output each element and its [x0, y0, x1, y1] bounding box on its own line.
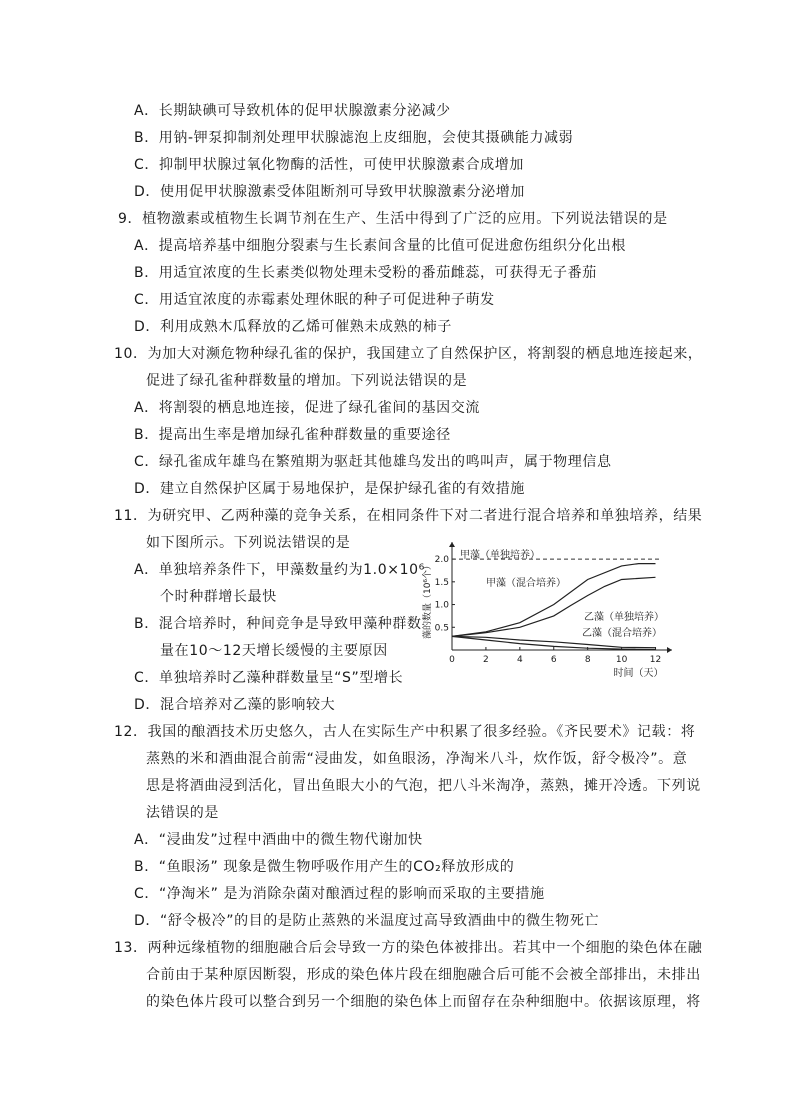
q10-option-b: B．提高出生率是增加绿孔雀种群数量的重要途径 [134, 427, 451, 443]
series-label-3: 乙藻（单独培养） [584, 612, 664, 623]
y-axis-arrow [449, 542, 455, 547]
q11-option-d: D．混合培养对乙藻的影响较大 [134, 697, 336, 713]
q11-stem-line-1: 11．为研究甲、乙两种藻的竞争关系，在相同条件下对二者进行混合培养和单独培养，结果 [114, 508, 703, 524]
q9-option-d: D．利用成熟木瓜释放的乙烯可催熟未成熟的柿子 [134, 319, 452, 335]
q13-stem-line-1: 13．两种远缘植物的细胞融合后会导致一方的染色体被排出。若其中一个细胞的染色体在融 [114, 940, 703, 956]
x-tick-label: 0 [449, 655, 455, 665]
q11-option-a-line-2: 个时种群增长最快 [160, 589, 277, 605]
x-tick-label: 6 [550, 655, 557, 665]
y-axis-label: 藻的数量（10⁶个） [423, 560, 433, 640]
q10-option-d: D．建立自然保护区属于易地保护，是保护绿孔雀的有效措施 [134, 481, 525, 497]
x-tick-label: 4 [516, 655, 523, 665]
algae-growth-chart-svg [420, 540, 682, 688]
y-tick-label: 1.0 [434, 600, 449, 611]
series-label-2: 甲藻（混合培养） [486, 578, 566, 589]
q8-option-b: B．用钠-钾泵抑制剂处理甲状腺滤泡上皮细胞，会使其摄碘能力减弱 [134, 130, 574, 146]
q8-option-a: A．长期缺碘可导致机体的促甲状腺激素分泌减少 [134, 103, 451, 119]
y-tick-label: 1.5 [434, 577, 449, 588]
q12-stem-line-4: 法错误的是 [146, 805, 219, 821]
q12-stem-line-3: 思是将酒曲浸到活化，冒出鱼眼大小的气泡，把八斗米淘净，蒸熟，摊开冷透。下列说 [146, 778, 701, 794]
q9-stem: 9．植物激素或植物生长调节剂在生产、生活中得到了广泛的应用。下列说法错误的是 [118, 211, 668, 227]
q12-option-c: C．“净淘米” 是为消除杂菌对酿酒过程的影响而采取的主要措施 [134, 886, 545, 902]
q12-option-b: B．“鱼眼汤” 现象是微生物呼吸作用产生的CO₂释放形成的 [134, 859, 515, 875]
q9-option-a: A．提高培养基中细胞分裂素与生长素间含量的比值可促进愈伤组织分化出根 [134, 238, 626, 254]
q9-option-c: C．用适宜浓度的赤霉素处理休眠的种子可促进种子萌发 [134, 292, 495, 308]
q9-option-b: B．用适宜浓度的生长素类似物处理未受粉的番茄雌蕊，可获得无子番茄 [134, 265, 597, 281]
q12-option-a: A．“浸曲发”过程中酒曲中的微生物代谢加快 [134, 832, 423, 848]
q11-option-a-line-1: A．单独培养条件下，甲藻数量约为1.0×10⁶ [134, 562, 425, 578]
q12-stem-line-1: 12．我国的酿酒技术历史悠久，古人在实际生产中积累了很多经验。《齐民要术》记载：将 [114, 724, 696, 740]
series-label-4: 乙藻（混合培养） [582, 628, 662, 639]
q12-option-d: D．“舒令极冷”的目的是防止蒸熟的米温度过高导致酒曲中的微生物死亡 [134, 913, 600, 929]
x-axis-label: 时间（天） [613, 668, 664, 679]
x-tick-label: 12 [649, 655, 662, 665]
q12-stem-line-2: 蒸熟的米和酒曲混合前需“浸曲发，如鱼眼汤，净淘米八斗，炊作饭，舒令极冷”。意 [146, 751, 688, 767]
x-tick-label: 10 [615, 655, 628, 665]
algae-growth-chart [420, 540, 682, 688]
series-label-1: 甲藻（单独培养） [460, 550, 540, 561]
q11-option-c: C．单独培养时乙藻种群数量呈“S”型增长 [134, 670, 404, 686]
x-axis-arrow [667, 647, 672, 653]
q10-stem-line-1: 10．为加大对濒危物种绿孔雀的保护，我国建立了自然保护区，将割裂的栖息地连接起来， [114, 346, 703, 362]
q11-option-b-line-2: 量在10～12天增长缓慢的主要原因 [160, 643, 388, 659]
q10-stem-line-2: 促进了绿孔雀种群数量的增加。下列说法错误的是 [146, 373, 468, 389]
y-tick-label: 2.0 [434, 555, 449, 566]
q10-option-c: C．绿孔雀成年雄鸟在繁殖期为驱赶其他雄鸟发出的鸣叫声，属于物理信息 [134, 454, 612, 470]
q8-option-c: C．抑制甲状腺过氧化物酶的活性，可使甲状腺激素合成增加 [134, 157, 524, 173]
q13-stem-line-3: 的染色体片段可以整合到另一个细胞的染色体上而留存在杂种细胞中。依据该原理，将 [146, 994, 701, 1010]
q10-option-a: A．将割裂的栖息地连接，促进了绿孔雀间的基因交流 [134, 400, 480, 416]
series-line-1 [452, 564, 656, 637]
x-tick-label: 2 [483, 655, 489, 665]
q11-option-b-line-1: B．混合培养时，种间竞争是导致甲藻种群数 [134, 616, 422, 632]
q13-stem-line-2: 合前由于某种原因断裂，形成的染色体片段在细胞融合后可能不会被全部排出，未排出 [146, 967, 701, 983]
q11-stem-line-2: 如下图所示。下列说法错误的是 [146, 535, 351, 551]
q8-option-d: D．使用促甲状腺激素受体阻断剂可导致甲状腺激素分泌增加 [134, 184, 525, 200]
x-tick-label: 8 [584, 655, 591, 665]
y-tick-label: 0.5 [434, 623, 449, 634]
